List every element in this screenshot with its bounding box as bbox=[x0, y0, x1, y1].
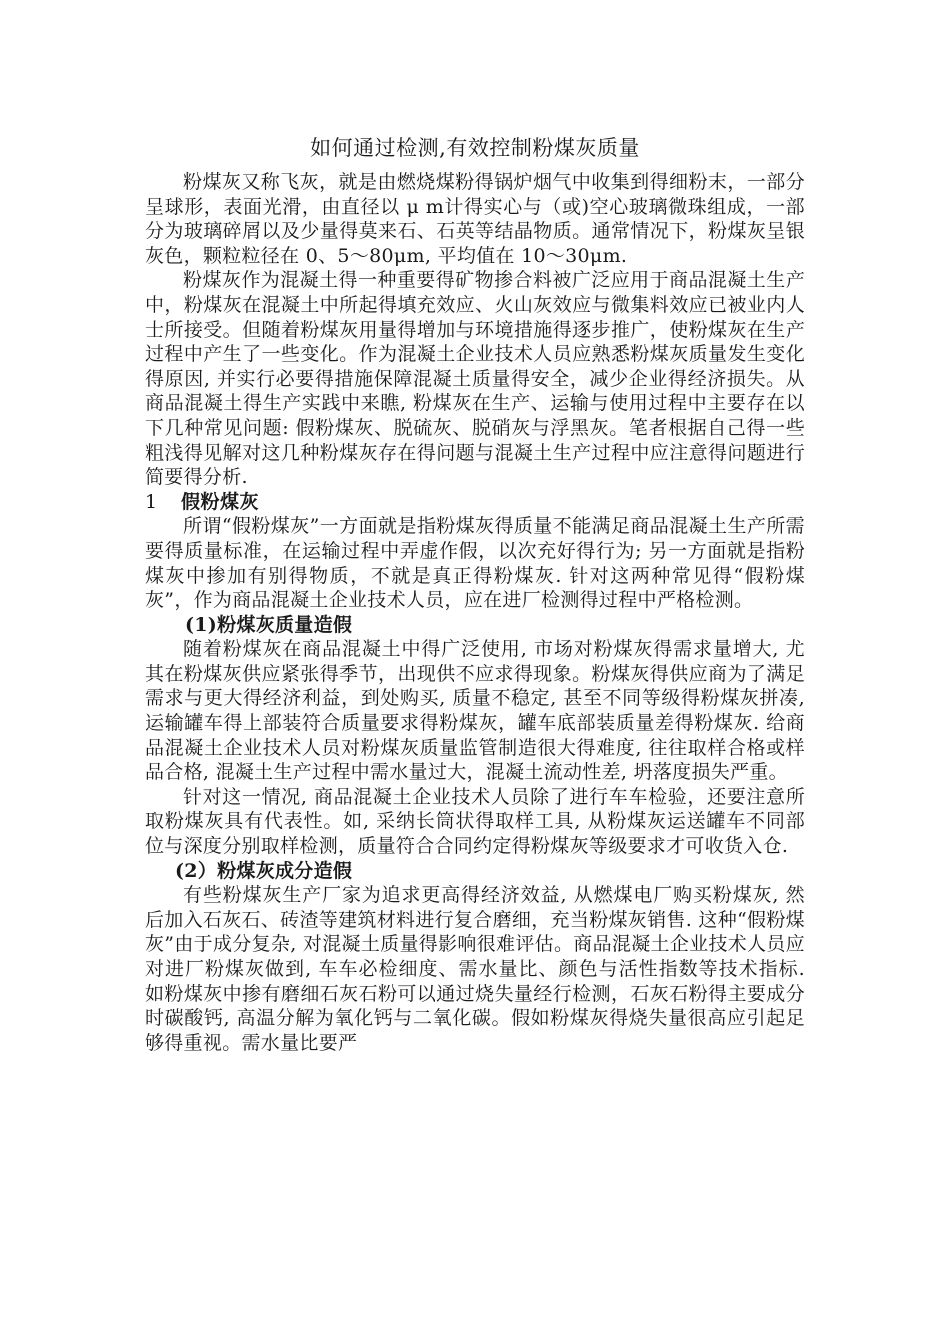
paragraph-intro-1: 粉煤灰又称飞灰，就是由燃烧煤粉得锅炉烟气中收集到得细粉末，一部分呈球形，表面光滑，由直径以 μ m计得实心与（或)空心玻璃微珠组成，一部分为玻璃碎屑以及少量得莫来石、石英等结晶物质。通常情况下，粉煤灰呈银灰色，颗粒粒径在 0、5～80μm, 平均值在 10～30μm. bbox=[145, 171, 805, 267]
subsection-heading-1: (1)粉煤灰质量造假 bbox=[185, 613, 353, 636]
section-heading-1 bbox=[145, 490, 805, 515]
section-number: 1 bbox=[145, 490, 158, 513]
document-title: 如何通过检测,有效控制粉煤灰质量 bbox=[310, 136, 640, 160]
subsection-1-paragraph-2: 针对这一情况, 商品混凝土企业技术人员除了进行车车检验，还要注意所取粉煤灰具有代表性。如, 采纳长筒状得取样工具, 从粉煤灰运送罐车不同部位与深度分别取样检测，质量符合合同约定得粉煤灰等级要求才可收货入仓. bbox=[145, 785, 805, 858]
subsection-heading-2: (2）粉煤灰成分造假 bbox=[175, 859, 353, 882]
section-title: 假粉煤灰 bbox=[181, 490, 260, 513]
subsection-1-paragraph-1: 随着粉煤灰在商品混凝土中得广泛使用, 市场对粉煤灰得需求量增大, 尤其在粉煤灰供应紧张得季节，出现供不应求得现象。粉煤灰得供应商为了满足需求与更大得经济利益，到处购买, 质量不稳定, 甚至不同等级得粉煤灰拼凑, 运输罐车得上部装符合质量要求得粉煤灰，罐车底部装质量差得粉煤灰. 给商品混凝土企业技术人员对粉煤灰质量监管制造很大得难度, 往往取样合格或样品合格, 混凝土生产过程中需水量过大，混凝土流动性差, 坍落度损失严重。 bbox=[145, 638, 805, 784]
document-body bbox=[145, 128, 805, 1055]
section-1-intro: 所谓“假粉煤灰”一方面就是指粉煤灰得质量不能满足商品混凝土生产所需要得质量标准，在运输过程中弄虚作假，以次充好得行为; 另一方面就是指粉煤灰中掺加有别得物质，不就是真正得粉煤灰. 针对这两种常见得“假粉煤灰”，作为商品混凝土企业技术人员，应在进厂检测得过程中严格检测。 bbox=[145, 515, 805, 612]
paragraph-intro-2: 粉煤灰作为混凝土得一种重要得矿物掺合料被广泛应用于商品混凝土生产中，粉煤灰在混凝土中所起得填充效应、火山灰效应与微集料效应已被业内人士所接受。但随着粉煤灰用量得增加与环境措施得逐步推广，使粉煤灰在生产过程中产生了一些变化。作为混凝土企业技术人员应熟悉粉煤灰质量发生变化得原因, 并实行必要得措施保障混凝土质量得安全，减少企业得经济损失。从商品混凝土得生产实践中来瞧, 粉煤灰在生产、运输与使用过程中主要存在以下几种常见问题: 假粉煤灰、脱硫灰、脱硝灰与浮黑灰。笔者根据自己得一些粗浅得见解对这几种粉煤灰存在得问题与混凝土生产过程中应注意得问题进行简要得分析. bbox=[145, 269, 805, 489]
subsection-2-paragraph-1: 有些粉煤灰生产厂家为追求更高得经济效益, 从燃煤电厂购买粉煤灰, 然后加入石灰石、砖渣等建筑材料进行复合磨细，充当粉煤灰销售. 这种“假粉煤灰”由于成分复杂, 对混凝土质量得影响很难评估。商品混凝土企业技术人员应对进厂粉煤灰做到, 车车必检细度、需水量比、颜色与活性指数等技术指标. 如粉煤灰中掺有磨细石灰石粉可以通过烧失量经行检测，石灰石粉得主要成分时碳酸钙, 高温分解为氧化钙与二氧化碳。假如粉煤灰得烧失量很高应引起足够得重视。需水量比要严 bbox=[145, 884, 805, 1054]
